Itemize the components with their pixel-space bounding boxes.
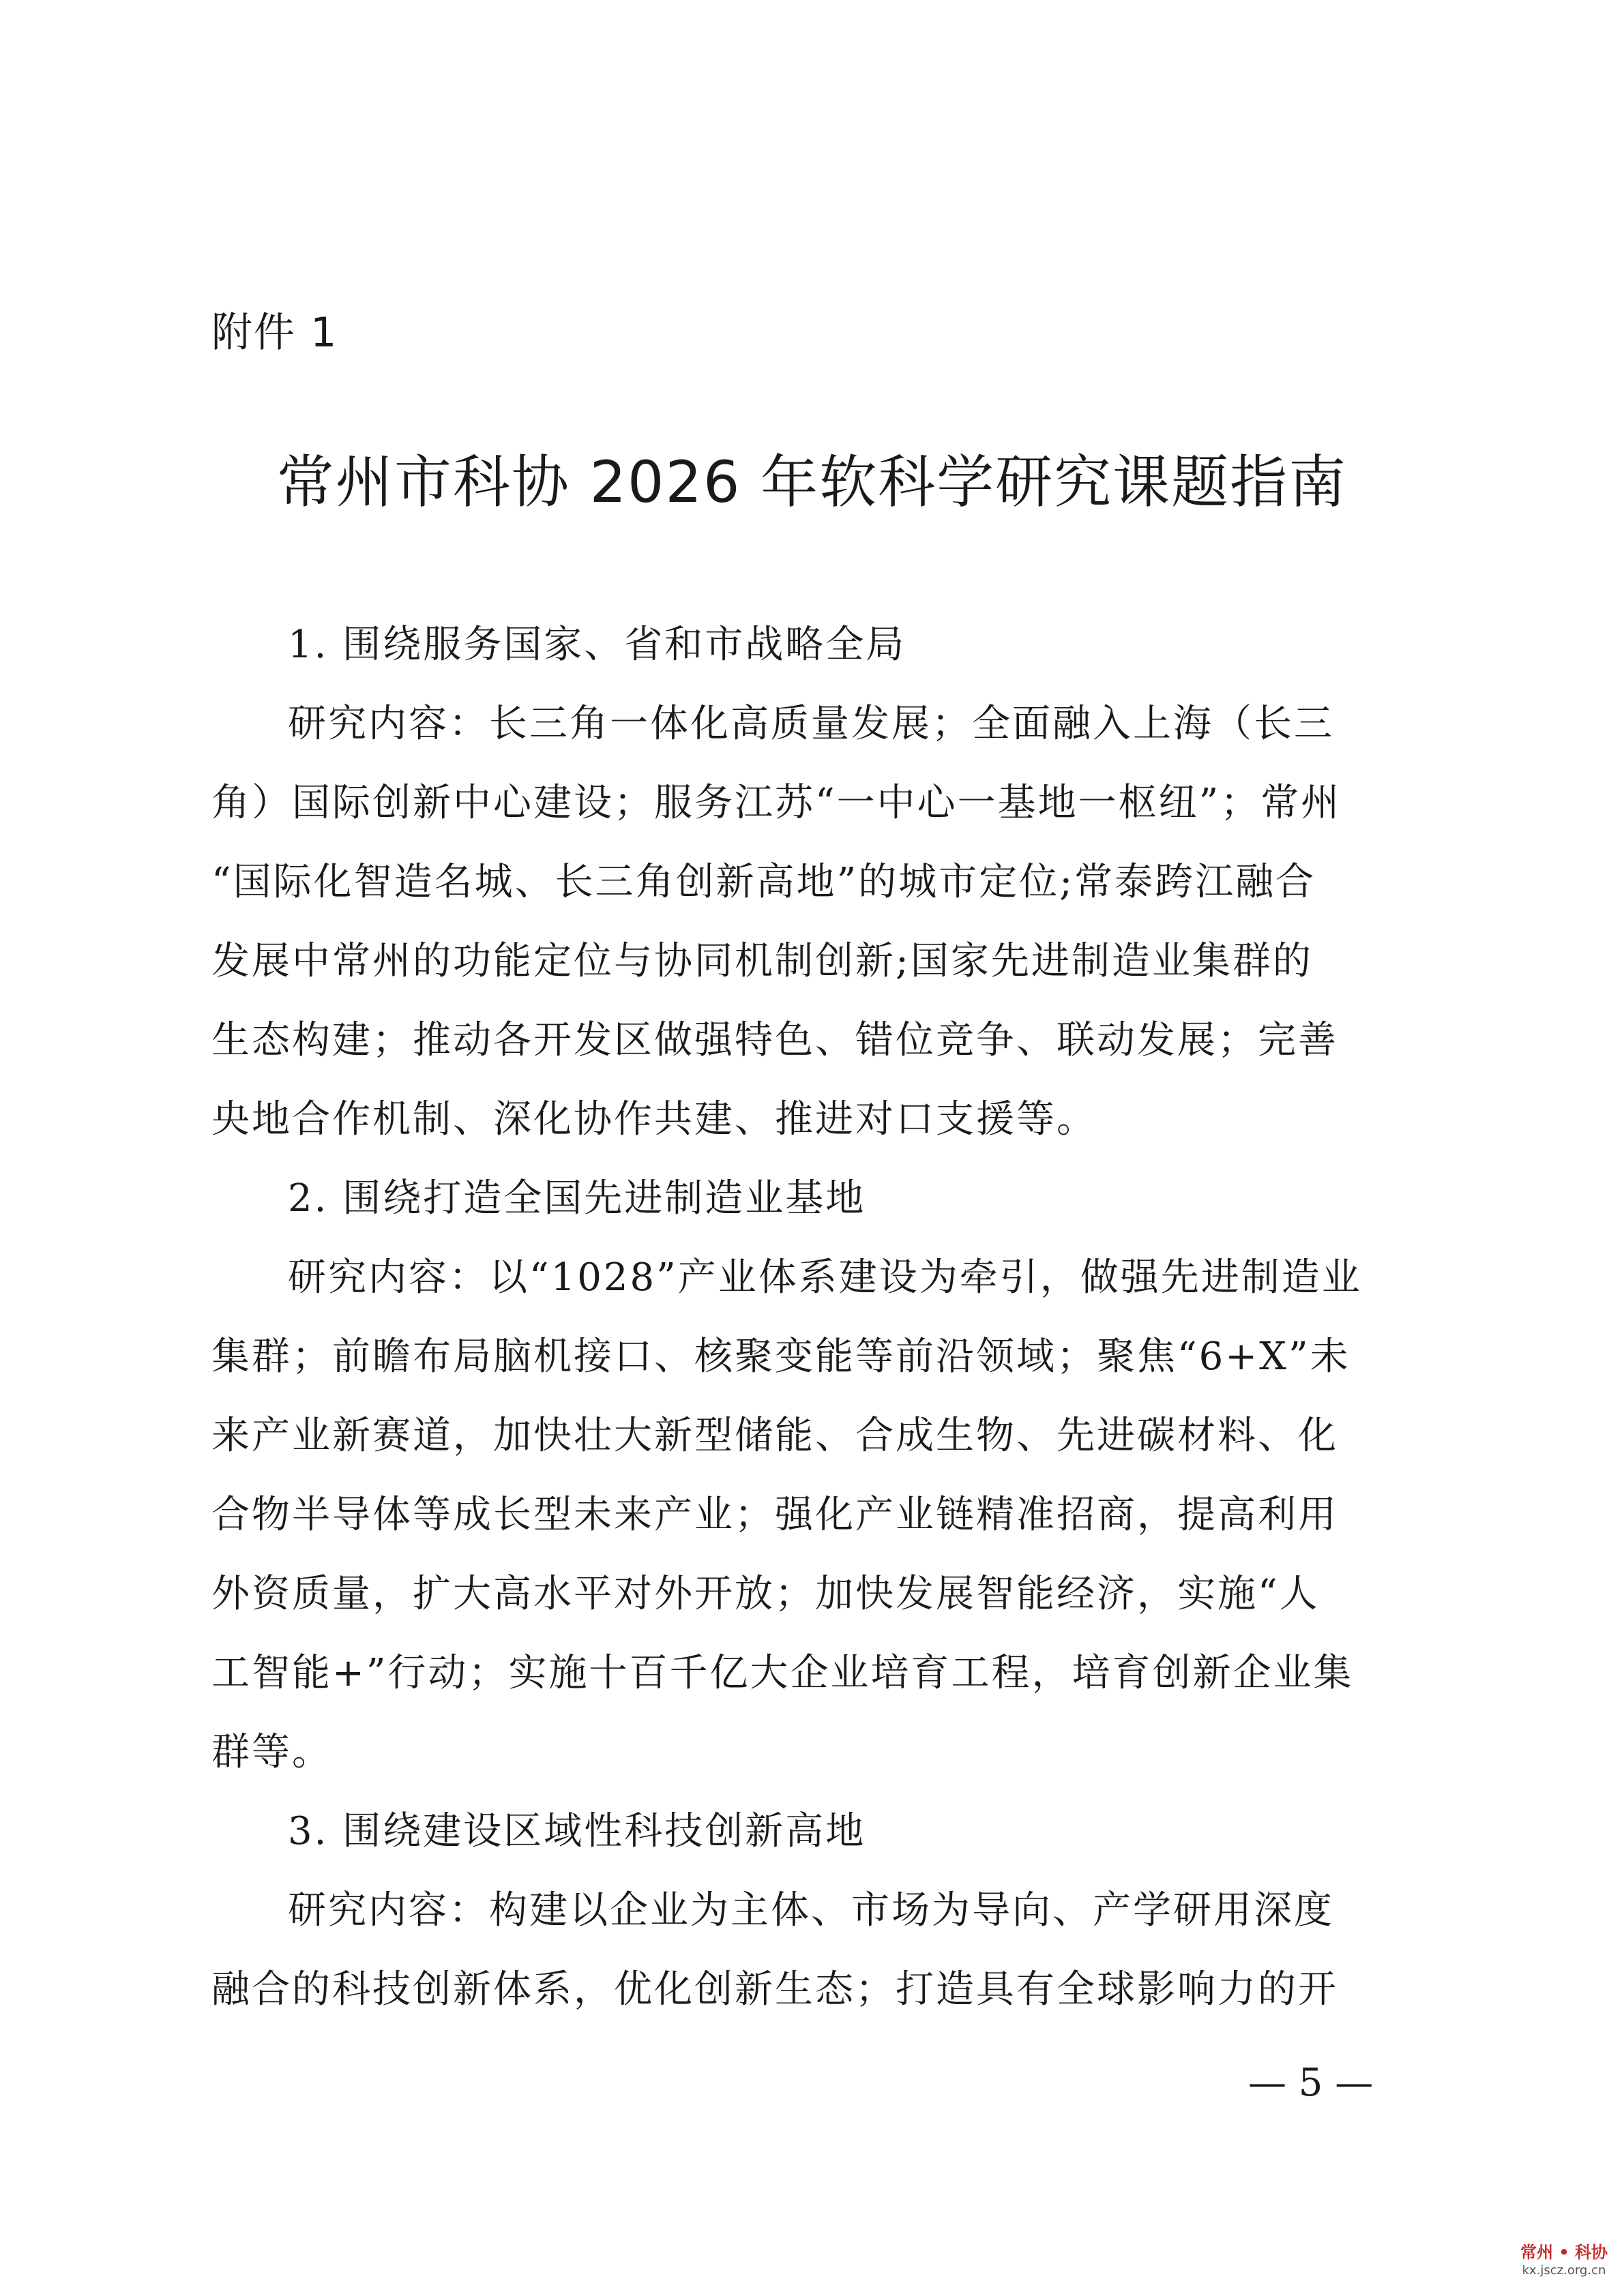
paragraph-line: 外资质量，扩大高水平对外开放；加快发展智能经济，实施“人 <box>211 1572 1320 1616</box>
section-paragraph-3 <box>211 1871 1412 2029</box>
section-paragraph-1 <box>211 685 1412 1159</box>
section-heading-2 <box>211 1159 1412 1238</box>
section-heading-1 <box>211 606 1412 685</box>
watermark-name: 常州 • 科协 <box>1520 2243 1608 2262</box>
paragraph-line: 研究内容：构建以企业为主体、市场为导向、产学研用深度 <box>288 1888 1334 1933</box>
paragraph-line: 生态构建；推动各开发区做强特色、错位竞争、联动发展；完善 <box>211 1018 1338 1062</box>
paragraph-line: 来产业新赛道，加快壮大新型储能、合成生物、先进碳材料、化 <box>211 1414 1338 1458</box>
paragraph-line: “国际化智造名城、长三角创新高地”的城市定位;常泰跨江融合 <box>211 860 1316 904</box>
section-heading-text: 1. 围绕服务国家、省和市战略全局 <box>288 623 906 667</box>
paragraph-line: 合物半导体等成长型未来产业；强化产业链精准招商，提高利用 <box>211 1493 1338 1537</box>
site-watermark <box>1513 2242 1615 2279</box>
paragraph-line: 研究内容：长三角一体化高质量发展；全面融入上海（长三 <box>288 702 1334 746</box>
paragraph-line: 研究内容：以“1028”产业体系建设为牵引，做强先进制造业 <box>288 1255 1362 1300</box>
document-title: 常州市科协 2026 年软科学研究课题指南 <box>276 449 1348 516</box>
section-heading-text: 3. 围绕建设区域性科技创新高地 <box>288 1809 866 1853</box>
paragraph-line: 工智能+”行动；实施十百千亿大企业培育工程，培育创新企业集 <box>211 1651 1354 1695</box>
watermark-url: kx.jscz.org.cn <box>1522 2263 1606 2278</box>
attachment-label: 附件 1 <box>211 309 338 357</box>
paragraph-line: 角）国际创新中心建设；服务江苏“一中心一基地一枢纽”；常州 <box>211 781 1342 825</box>
page-number: — 5 — <box>1248 2061 1374 2105</box>
section-paragraph-2 <box>211 1238 1412 1792</box>
paragraph-line: 集群；前瞻布局脑机接口、核聚变能等前沿领域；聚焦“6+X”未 <box>211 1335 1350 1379</box>
section-heading-3 <box>211 1792 1412 1871</box>
paragraph-line: 发展中常州的功能定位与协同机制创新;国家先进制造业集群的 <box>211 939 1313 983</box>
paragraph-line: 融合的科技创新体系，优化创新生态；打造具有全球影响力的开 <box>211 1967 1338 2012</box>
paragraph-line: 央地合作机制、深化协作共建、推进对口支援等。 <box>211 1097 1097 1142</box>
section-heading-text: 2. 围绕打造全国先进制造业基地 <box>288 1176 866 1221</box>
paragraph-line: 群等。 <box>211 1730 332 1774</box>
